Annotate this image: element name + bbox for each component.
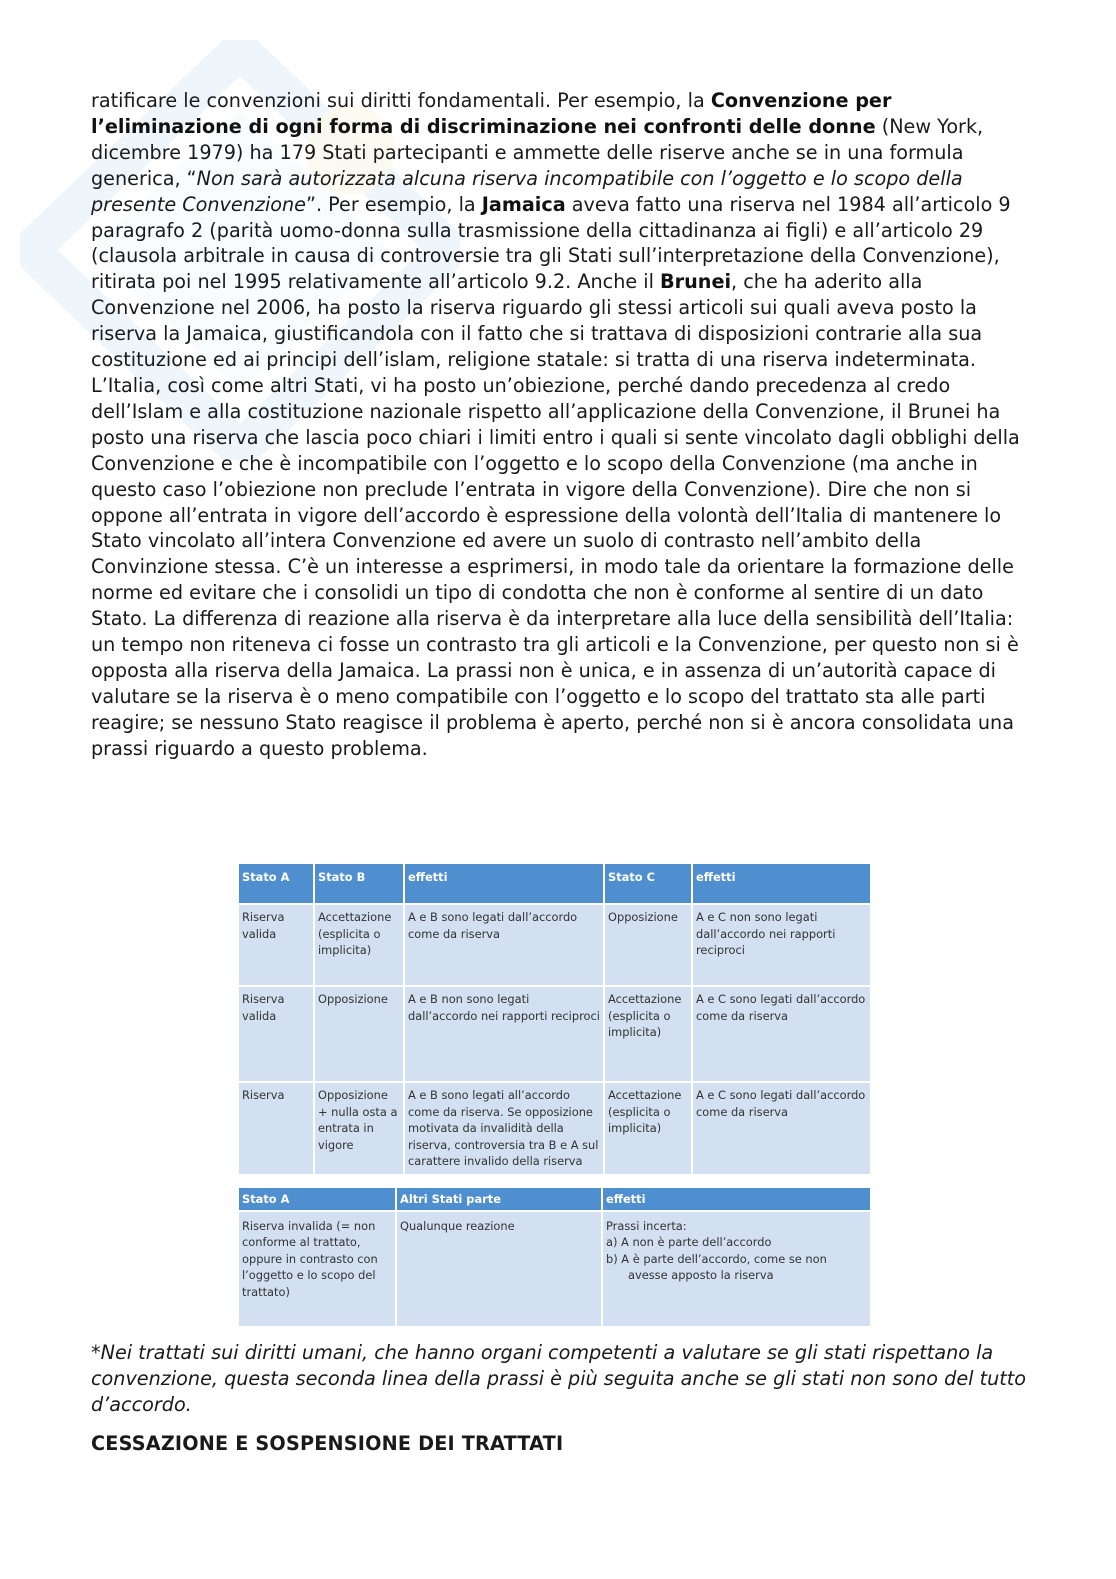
- table-row: [239, 1083, 870, 1176]
- table-cell: Riserva valida: [239, 905, 315, 987]
- table-cell: Qualunque reazione: [397, 1212, 603, 1328]
- paragraph-text: , che ha aderito alla Convenzione nel 2006, ha posto la riserva riguardo gli stessi articoli sui quali aveva posto la riserva la Jamaica, giustificandola con il fatto che si trattava di disposizioni contrarie alla sua costituzione ed ai principi dell’islam, religione statale: si tratta di una riserva indeterminata. L’Italia, così come altri Stati, vi ha posto un’obiezione, perché dando precedenza al credo dell’Islam e alla costituzione nazionale rispetto all’applicazione della Convenzione, il Brunei ha posto una riserva che lascia poco chiari i limiti entro i quali si sente vincolato dagli obblighi della Convenzione e che è incompatibile con l’oggetto e lo scopo della Convenzione (ma anche in questo caso l’obiezione non preclude l’entrata in vigore della Convenzione). Dire che non si oppone all’entrata in vigore dell’accordo è espressione della volontà dell’Italia di mantenere lo Stato vincolato all’intera Convenzione ed avere un suolo di contrasto nell’ambito della Convinzione stessa. C’è un interesse a esprimersi, in modo tale da orientare la formazione delle norme ed evitare che i consolidi un tipo di condotta che non è conforme al sentire di un dato Stato. La differenza di reazione alla riserva è da interpretare alla luce della sensibilità dell’Italia: un tempo non riteneva ci fosse un contrasto tra gli articoli e la Convenzione, per questo non si è opposta alla riserva della Jamaica. La prassi non è unica, e in assenza di un’autorità capace di valutare se la riserva è o meno compatibile con l’oggetto e lo scopo del trattato sta alle parti reagire; se nessuno Stato reagisce il problema è aperto, perché non si è ancora consolidata una prassi riguardo a questo problema.: [91, 270, 1020, 760]
- table-cell: Riserva valida: [239, 987, 315, 1083]
- jamaica-bold: Jamaica: [481, 192, 566, 216]
- header-effetti-ab: effetti: [405, 864, 605, 905]
- header-stato-c: Stato C: [605, 864, 693, 905]
- table-cell: A e B sono legati all’accordo come da riserva. Se opposizione motivata da invalidità della riserva, controversia tra B e A sul carattere invalido della riserva: [405, 1083, 605, 1176]
- invalid-reservation-table: [239, 1188, 870, 1328]
- brunei-bold: Brunei: [660, 270, 732, 294]
- paragraph-text: ”. Per esempio, la: [306, 192, 482, 216]
- table-row: [239, 987, 870, 1083]
- table-cell: A e C sono legati dall’accordo come da riserva: [693, 1083, 870, 1176]
- header-stato-a: Stato A: [239, 1188, 397, 1212]
- table-cell: Accettazione (esplicita o implicita): [605, 987, 693, 1083]
- table-cell: Opposizione + nulla osta a entrata in vigore: [315, 1083, 405, 1176]
- convention-name-bold: Convenzione per l’eliminazione di ogni forma di discriminazione nei confronti delle donne: [91, 89, 892, 138]
- reservation-effects-table: [239, 864, 870, 1176]
- table-cell: Riserva: [239, 1083, 315, 1176]
- table-cell: A e B non sono legati dall’accordo nei rapporti reciproci: [405, 987, 605, 1083]
- paragraph-text: (New York, dicembre 1979) ha 179 Stati partecipanti e ammette delle riserve anche se in una formula generica, “: [91, 114, 984, 190]
- section-heading: CESSAZIONE E SOSPENSIONE DEI TRATTATI: [91, 1432, 564, 1455]
- convention-quote-italic: Non sarà autorizzata alcuna riserva incompatibile con l’oggetto e lo scopo della presente Convenzione: [91, 166, 963, 216]
- table-header-row: [239, 1188, 870, 1212]
- practice-option-b: b) A è parte dell’accordo, come se non avesse apposto la riserva: [606, 1251, 827, 1282]
- practice-option-a: a) A non è parte dell’accordo: [606, 1235, 772, 1249]
- table-cell: Accettazione (esplicita o implicita): [605, 1083, 693, 1176]
- header-altri-stati: Altri Stati parte: [397, 1188, 603, 1212]
- table-cell: A e C sono legati dall’accordo come da riserva: [693, 987, 870, 1083]
- practice-title: Prassi incerta:: [606, 1218, 687, 1233]
- footnote: *Nei trattati sui diritti umani, che hanno organi competenti a valutare se gli stati rispettano la convenzione, questa seconda linea della prassi è più seguita anche se gli stati non sono del tutto d’accordo.: [91, 1341, 1027, 1416]
- header-stato-a: Stato A: [239, 864, 315, 905]
- paragraph-text: ratificare le convenzioni sui diritti fondamentali. Per esempio, la: [91, 89, 711, 112]
- main-paragraph: [91, 88, 1031, 762]
- table-cell: Opposizione: [605, 905, 693, 987]
- table-cell: Riserva invalida (= non conforme al trattato, oppure in contrasto con l’oggetto e lo scopo del trattato): [239, 1212, 397, 1328]
- table-cell: [603, 1212, 870, 1328]
- table-cell: Opposizione: [315, 987, 405, 1083]
- table-row: [239, 1212, 870, 1328]
- paragraph-text: aveva fatto una riserva nel 1984 all’articolo 9 paragrafo 2 (parità uomo-donna sulla trasmissione della cittadinanza ai figli) e all’articolo 29 (clausola arbitrale in causa di controversie tra gli Stati sull’interpretazione della Convenzione), ritirata poi nel 1995 relativamente all’articolo 9.2. Anche il: [91, 192, 1011, 294]
- header-effetti-ac: effetti: [693, 864, 870, 905]
- table-header-row: [239, 864, 870, 905]
- header-stato-b: Stato B: [315, 864, 405, 905]
- table-cell: A e B sono legati dall’accordo come da riserva: [405, 905, 605, 987]
- table-cell: Accettazione (esplicita o implicita): [315, 905, 405, 987]
- table-row: [239, 905, 870, 987]
- header-effetti: effetti: [603, 1188, 870, 1212]
- table-cell: A e C non sono legati dall’accordo nei rapporti reciproci: [693, 905, 870, 987]
